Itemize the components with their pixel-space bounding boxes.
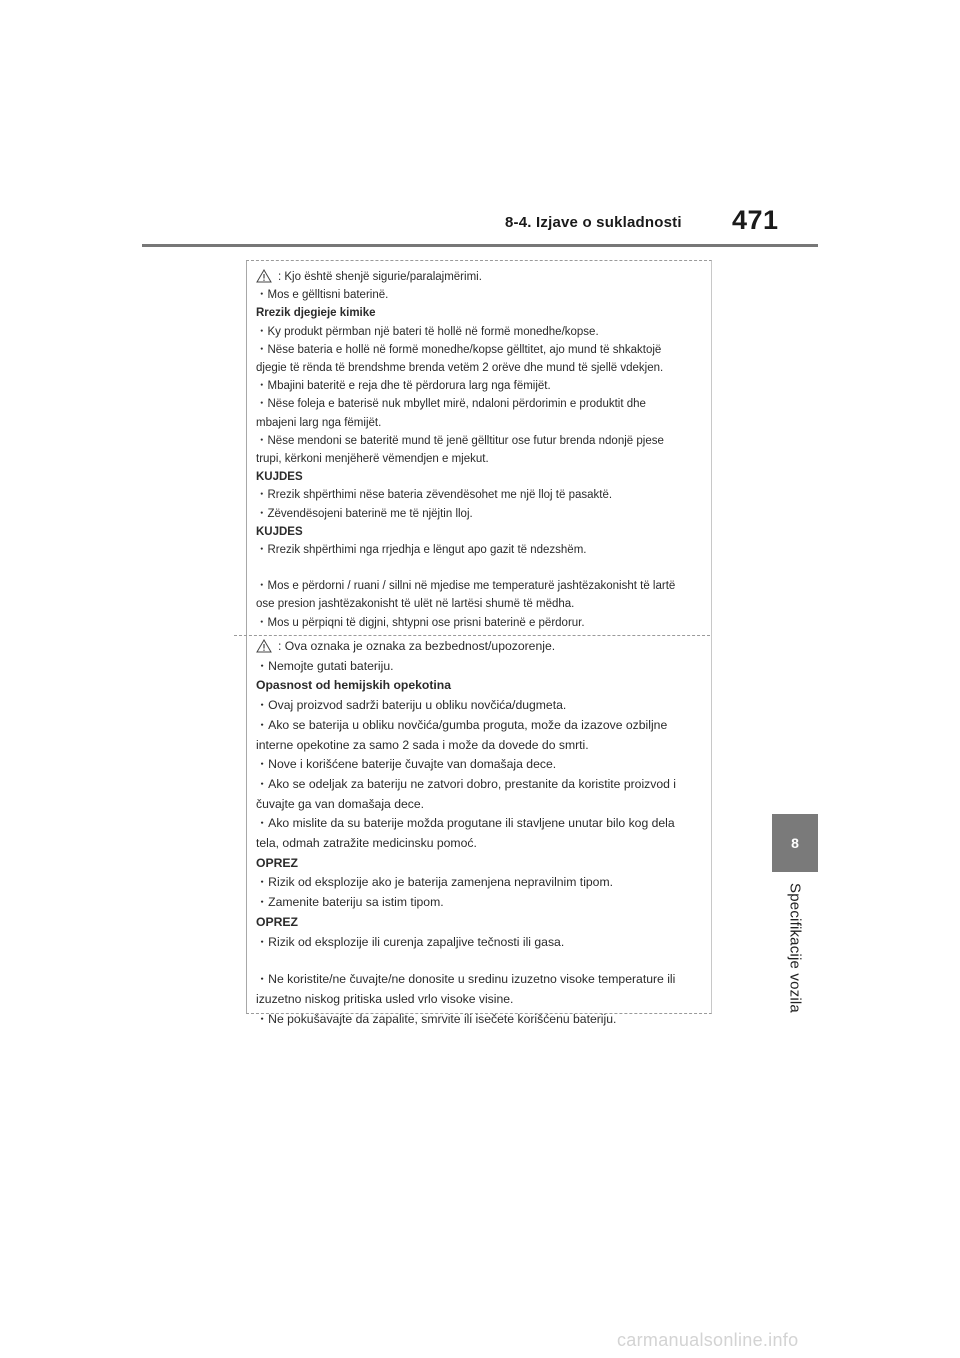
albanian-text-lines <box>256 286 700 632</box>
notice-albanian <box>256 268 700 632</box>
notice-line: ・Nëse bateria e hollë në formë monedhe/kopse gëlltitet, ajo mund të shkaktojë <box>256 343 662 356</box>
notice-line: trupi, kërkoni menjëherë vëmendjen e mjekut. <box>256 453 489 466</box>
warning-symbol-line <box>256 637 700 657</box>
warning-triangle-icon <box>256 269 272 283</box>
header-divider <box>142 244 818 247</box>
notice-line: ・Ako se odeljak za bateriju ne zatvori dobro, prestanite da koristite proizvod i <box>256 776 677 791</box>
notice-line: ・Ako se baterija u obliku novčića/gumba proguta, može da izazove ozbiljne <box>256 717 668 732</box>
notice-line: ・Rrezik shpërthimi nëse bateria zëvendësohet me një lloj të pasaktë. <box>256 489 613 502</box>
chapter-title: Specifikacije vozila <box>786 883 804 1013</box>
notice-line: tela, odmah zatražite medicinsku pomoć. <box>256 836 477 851</box>
notice-heading: KUJDES <box>256 471 303 484</box>
notice-line: ose presion jashtëzakonisht të ulët në lartësi shumë të mëdha. <box>256 598 575 611</box>
notice-line: ・Mos e gëlltisni baterinë. <box>256 289 389 302</box>
symbol-description: : Ova oznaka je oznaka za bezbednost/upozorenje. <box>278 639 556 653</box>
notice-line: ・Mos u përpiqni të digjni, shtypni ose prisni baterinë e përdorur. <box>256 616 585 629</box>
page-number: 471 <box>732 205 779 235</box>
notice-line: ・Zamenite bateriju sa istim tipom. <box>256 895 444 910</box>
notice-divider <box>234 635 710 636</box>
notice-line: izuzetno niskog pritiska usled vrlo visoke visine. <box>256 991 514 1006</box>
symbol-description: : Kjo është shenjë sigurie/paralajmërimi. <box>278 271 482 283</box>
notice-line: ・Rizik od eksplozije ili curenja zapaljive tečnosti ili gasa. <box>256 934 565 949</box>
notice-line: ・Mos e përdorni / ruani / sillni në mjedise me temperaturë jashtëzakonisht të lartë <box>256 580 676 593</box>
warning-triangle-icon <box>256 639 272 653</box>
notice-line: ・Ako mislite da su baterije možda progutane ili stavljene unutar bilo kog dela <box>256 816 675 831</box>
notice-heading: Opasnost od hemijskih opekotina <box>256 678 452 693</box>
chapter-number: 8 <box>791 835 799 851</box>
notice-line: ・Ne pokušavajte da zapalite, smrvite ili isečete korišćenu bateriju. <box>256 1011 617 1026</box>
notice-heading: OPREZ <box>256 914 298 929</box>
notice-line: ・Nemojte gutati bateriju. <box>256 658 394 673</box>
notice-line: ・Ky produkt përmban një bateri të hollë në formë monedhe/kopse. <box>256 325 599 338</box>
notice-line: ・Ne koristite/ne čuvajte/ne donosite u sredinu izuzetno visoke temperature ili <box>256 972 676 987</box>
notice-heading: KUJDES <box>256 525 303 538</box>
notice-heading: Rrezik djegieje kimike <box>256 307 376 320</box>
notice-line: djegie të rënda të brendshme brenda vetëm 2 orëve dhe mund të sjellë vdekjen. <box>256 362 664 375</box>
notice-serbian <box>256 637 700 1029</box>
notice-line: čuvajte ga van domašaja dece. <box>256 796 425 811</box>
footer-watermark: carmanualsonline.info <box>617 1330 799 1350</box>
section-title: 8-4. Izjave o sukladnosti <box>505 214 682 231</box>
notice-line: ・Zëvendësojeni baterinë me të njëjtin lloj. <box>256 507 473 520</box>
serbian-text-lines <box>256 657 700 1030</box>
chapter-tab <box>772 814 818 872</box>
notice-line: ・Rizik od eksplozije ako je baterija zamenjena nepravilnim tipom. <box>256 875 613 890</box>
notice-line: interne opekotine za samo 2 sada i može da dovede do smrti. <box>256 737 589 752</box>
notice-line: ・Ovaj proizvod sadrži bateriju u obliku novčića/dugmeta. <box>256 698 567 713</box>
notice-line: ・Nëse mendoni se bateritë mund të jenë gëlltitur ose futur brenda ndonjë pjese <box>256 434 664 447</box>
notice-line: ・Nove i korišćene baterije čuvajte van domašaja dece. <box>256 757 557 772</box>
notice-heading: OPREZ <box>256 855 298 870</box>
notice-line: ・Mbajini bateritë e reja dhe të përdorura larg nga fëmijët. <box>256 380 551 393</box>
warning-symbol-line <box>256 268 700 286</box>
notice-line: ・Nëse foleja e baterisë nuk mbyllet mirë, ndaloni përdorimin e produktit dhe <box>256 398 646 411</box>
notice-line: mbajeni larg nga fëmijët. <box>256 416 382 429</box>
blank-line <box>256 952 700 970</box>
blank-line <box>256 559 700 577</box>
notice-line: ・Rrezik shpërthimi nga rrjedhja e lëngut apo gazit të ndezshëm. <box>256 544 587 557</box>
